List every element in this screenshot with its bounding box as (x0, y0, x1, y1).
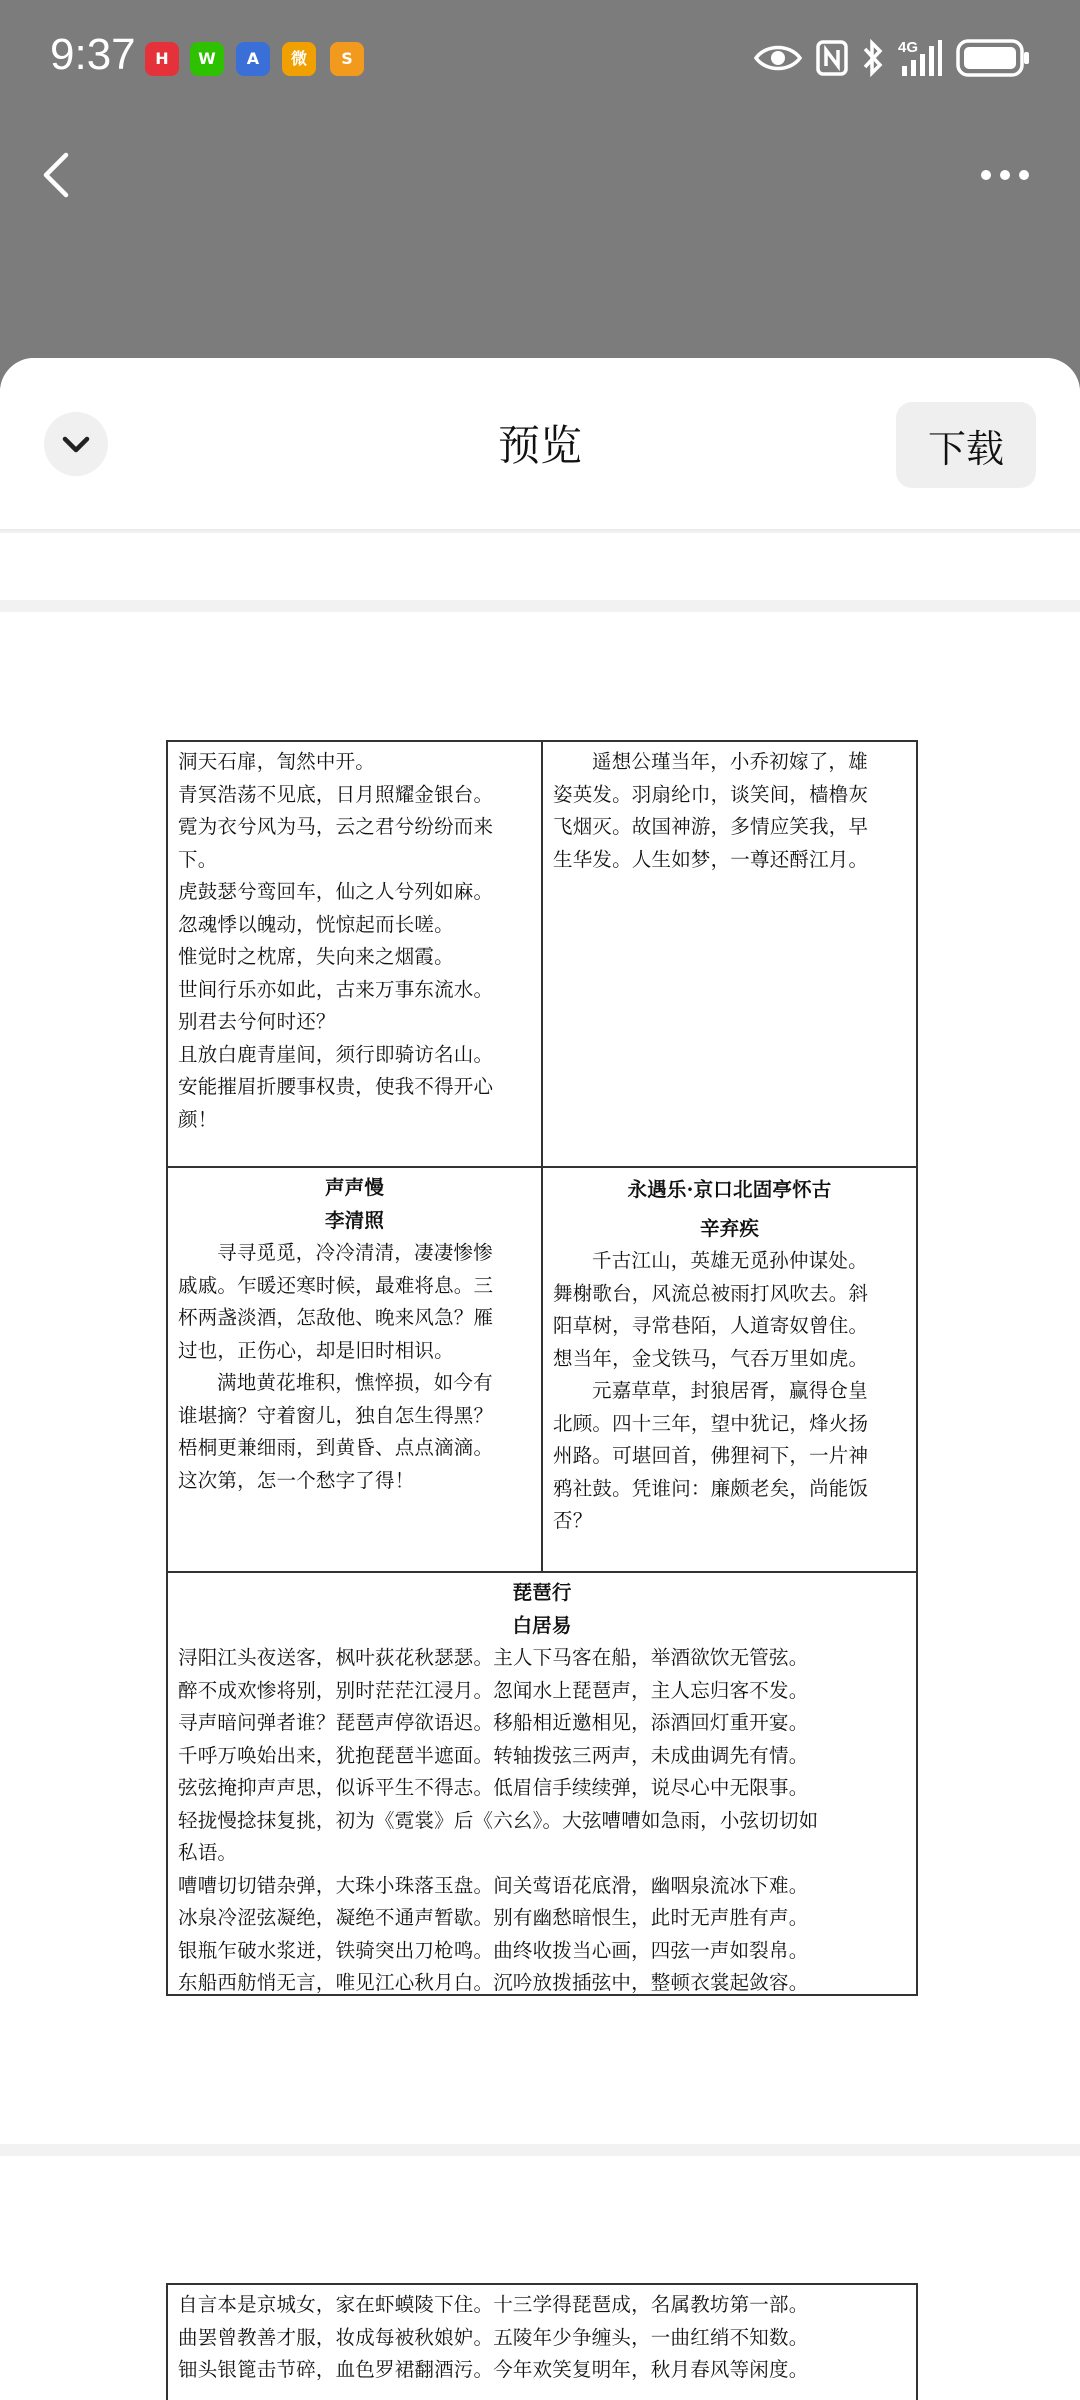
status-time: 9:37 (50, 30, 136, 79)
poem-line: 别君去兮何时还？ (178, 1010, 336, 1033)
network-label: 4G (898, 39, 919, 56)
poem-line: 曲罢曾教善才服，妆成每被秋娘妒。五陵年少争缠头，一曲红绡不知数。 (178, 2325, 809, 2349)
poem-line: 自言本是京城女，家在虾蟆陵下住。十三学得琵琶成，名属教坊第一部。 (178, 2293, 809, 2316)
poem-line: 千古江山，英雄无觅孙仲谋处。 (592, 1249, 868, 1272)
poem-line: 寻寻觅觅，冷冷清清，凄凄惨惨 (217, 1241, 493, 1264)
poem-line: 东船西舫悄无言，唯见江心秋月白。沉吟放拨插弦中，整顿衣裳起敛容。 (178, 1971, 809, 1994)
poem-line: 醉不成欢惨将别，别时茫茫江浸月。忽闻水上琵琶声，主人忘归客不发。 (178, 1678, 809, 1702)
poem-line: 霓为衣兮风为马，云之君兮纷纷而来 (178, 815, 494, 838)
poem-line: 钿头银篦击节碎，血色罗裙翻酒污。今年欢笑复明年，秋月春风等闲度。 (178, 2358, 809, 2381)
weibo-icon: 微 (282, 42, 316, 76)
poem-line: 千呼万唤始出来，犹抱琵琶半遮面。转轴拨弦三两声，未成曲调先有情。 (178, 1743, 809, 1767)
bluetooth-icon (862, 39, 884, 77)
poem-line: 元嘉草草，封狼居胥，赢得仓皇 (592, 1379, 868, 1402)
poem-line: 安能摧眉折腰事权贵，使我不得开心 (178, 1075, 494, 1098)
poem-line: 下。 (178, 847, 218, 871)
poem-line: 虎鼓瑟兮鸾回车，仙之人兮列如麻。 (178, 880, 494, 903)
poem-line: 否？ (553, 1509, 593, 1532)
poem-line: 北顾。四十三年，望中犹记，烽火扬 (553, 1411, 869, 1435)
poem-line: 嘈嘈切切错杂弹，大珠小珠落玉盘。间关莺语花底滑，幽咽泉流冰下难。 (178, 1873, 809, 1897)
poem-line: 舞榭歌台，风流总被雨打风吹去。斜 (553, 1281, 869, 1305)
poem-line: 弦弦掩抑声声思，似诉平生不得志。低眉信手续续弹，说尽心中无限事。 (178, 1776, 809, 1799)
huawei-store-icon: H (145, 42, 179, 76)
poem-line: 轻拢慢捻抹复挑，初为《霓裳》后《六幺》。大弦嘈嘈如急雨，小弦切切如 (178, 1808, 819, 1832)
page-title: 预览 (497, 421, 582, 470)
poem-author: 李清照 (324, 1208, 385, 1232)
poem-line: 浔阳江头夜送客，枫叶荻花秋瑟瑟。主人下马客在船，举酒欲饮无管弦。 (178, 1646, 809, 1669)
poem-line: 杯两盏淡酒，怎敌他、晚来风急？雁 (178, 1306, 494, 1329)
more-button[interactable] (970, 160, 1040, 190)
poem-line: 惟觉时之枕席，失向来之烟霞。 (178, 945, 454, 968)
poem-line: 冰泉冷涩弦凝绝，凝绝不通声暂歇。别有幽愁暗恨生，此时无声胜有声。 (178, 1906, 809, 1929)
poem-line: 戚戚。乍暖还寒时候，最难将息。三 (178, 1273, 494, 1297)
poem-line: 遥想公瑾当年，小乔初嫁了，雄 (592, 750, 868, 773)
poem-line: 生华发。人生如梦，一尊还酹江月。 (553, 847, 869, 871)
cell-mid-left (168, 1168, 541, 1497)
poem-line: 洞天石扉，訇然中开。 (178, 750, 376, 773)
nfc-icon (816, 40, 848, 76)
poem-title: 声声慢 (324, 1176, 385, 1199)
battery-icon (956, 39, 1030, 77)
poem-table-continued (166, 2283, 918, 2400)
cell-top-left (168, 742, 541, 1136)
document-page-previous (0, 533, 1080, 600)
more-dots-icon (970, 160, 1040, 190)
poem-line: 谁堪摘？守着窗儿，独自怎生得黑？ (178, 1403, 494, 1427)
poem-line: 过也，正伤心，却是旧时相识。 (178, 1338, 454, 1362)
poem-line: 姿英发。羽扇纶巾，谈笑间，樯橹灰 (553, 782, 869, 806)
poem-line: 满地黄花堆积，憔悴损，如今有 (217, 1371, 493, 1394)
wechat-icon: W (190, 42, 224, 76)
poem-line: 寻声暗问弹者谁？琵琶声停欲语迟。移船相近邀相见，添酒回灯重开宴。 (178, 1711, 809, 1734)
poem-line: 阳草树，寻常巷陌，人道寄奴曾住。 (553, 1314, 869, 1337)
cell-continued (168, 2285, 916, 2387)
sheet-header (0, 358, 1080, 531)
cell-mid-right (543, 1168, 916, 1538)
app-blue-icon: A (236, 42, 270, 76)
chevron-left-icon (30, 145, 90, 205)
poem-line: 这次第，怎一个愁字了得！ (178, 1468, 415, 1492)
eye-icon (754, 42, 802, 74)
poem-line: 世间行乐亦如此，古来万事东流水。 (178, 977, 494, 1001)
document-page (0, 612, 1080, 2144)
poem-author: 辛弃疾 (699, 1216, 760, 1240)
poem-title: 琵琶行 (512, 1581, 572, 1604)
download-button[interactable]: 下载 (896, 402, 1036, 488)
cell-top-right (543, 742, 916, 876)
poem-line: 鸦社鼓。凭谁问：廉颇老矣，尚能饭 (553, 1476, 869, 1500)
poem-line: 州路。可堪回首，佛狸祠下，一片神 (553, 1444, 869, 1467)
preview-sheet (0, 358, 1080, 2400)
poem-line: 想当年，金戈铁马，气吞万里如虎。 (553, 1346, 869, 1370)
cell-bottom (168, 1573, 916, 2000)
poem-line: 且放白鹿青崖间，须行即骑访名山。 (178, 1042, 494, 1066)
poem-line: 飞烟灭。故国神游，多情应笑我，早 (553, 815, 869, 838)
poem-table (166, 740, 918, 1996)
status-bar (0, 0, 1080, 115)
back-button[interactable] (30, 145, 90, 205)
poem-line: 银瓶乍破水浆迸，铁骑突出刀枪鸣。曲终收拨当心画，四弦一声如裂帛。 (178, 1938, 809, 1962)
document-page-next (0, 2156, 1080, 2400)
poem-line: 忽魂悸以魄动，恍惊起而长嗟。 (178, 912, 454, 936)
signal-icon (898, 38, 942, 78)
poem-line: 颜！ (178, 1107, 218, 1131)
poem-line: 梧桐更兼细雨，到黄昏、点点滴滴。 (178, 1436, 494, 1459)
app-orange-icon: S (330, 42, 364, 76)
poem-author: 白居易 (512, 1613, 572, 1637)
poem-title: 永遇乐·京口北固亭怀古 (627, 1178, 832, 1201)
poem-line: 私语。 (178, 1841, 238, 1864)
poem-line: 青冥浩荡不见底，日月照耀金银台。 (178, 782, 494, 806)
system-icons (754, 36, 1030, 80)
